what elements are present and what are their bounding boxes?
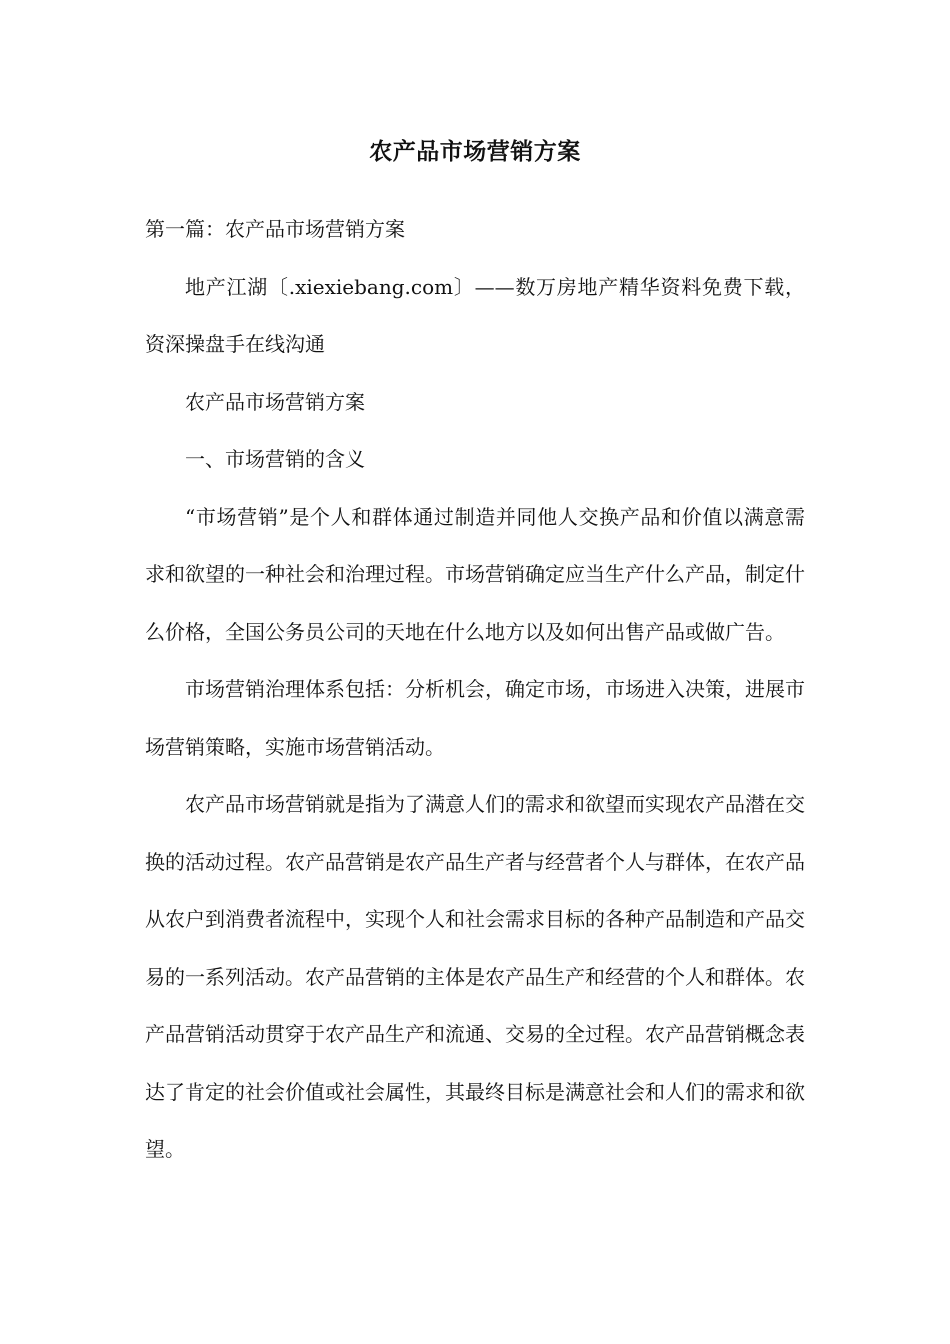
- body-paragraph: 市场营销治理体系包括：分析机会，确定市场，市场进入决策，进展市场营销策略，实施市场营销活动。: [145, 677, 805, 759]
- document-title: 农产品市场营销方案: [369, 138, 581, 165]
- subtitle-paragraph: 农产品市场营销方案: [185, 389, 365, 414]
- document-body: [145, 201, 805, 1179]
- source-note-paragraph: 地产江湖〔.xiexiebang.com〕——数万房地产精华资料免费下载，资深操盘手在线沟通: [145, 274, 805, 356]
- body-paragraph: “市场营销”是个人和群体通过制造并同他人交换产品和价值以满意需求和欲望的一种社会和治理过程。市场营销确定应当生产什么产品，制定什么价格，全国公务员公司的天地在什么地方以及如何出售产品或做广告。: [145, 504, 805, 644]
- body-paragraph: 农产品市场营销就是指为了满意人们的需求和欲望而实现农产品潜在交换的活动过程。农产品营销是农产品生产者与经营者个人与群体，在农产品从农户到消费者流程中，实现个人和社会需求目标的各种产品制造和产品交易的一系列活动。农产品营销的主体是农产品生产和经营的个人和群体。农产品营销活动贯穿于农产品生产和流通、交易的全过程。农产品营销概念表达了肯定的社会价值或社会属性，其最终目标是满意社会和人们的需求和欲望。: [145, 792, 805, 1161]
- subheading-paragraph: 一、市场营销的含义: [185, 447, 365, 471]
- section-heading: 第一篇：农产品市场营销方案: [145, 217, 405, 241]
